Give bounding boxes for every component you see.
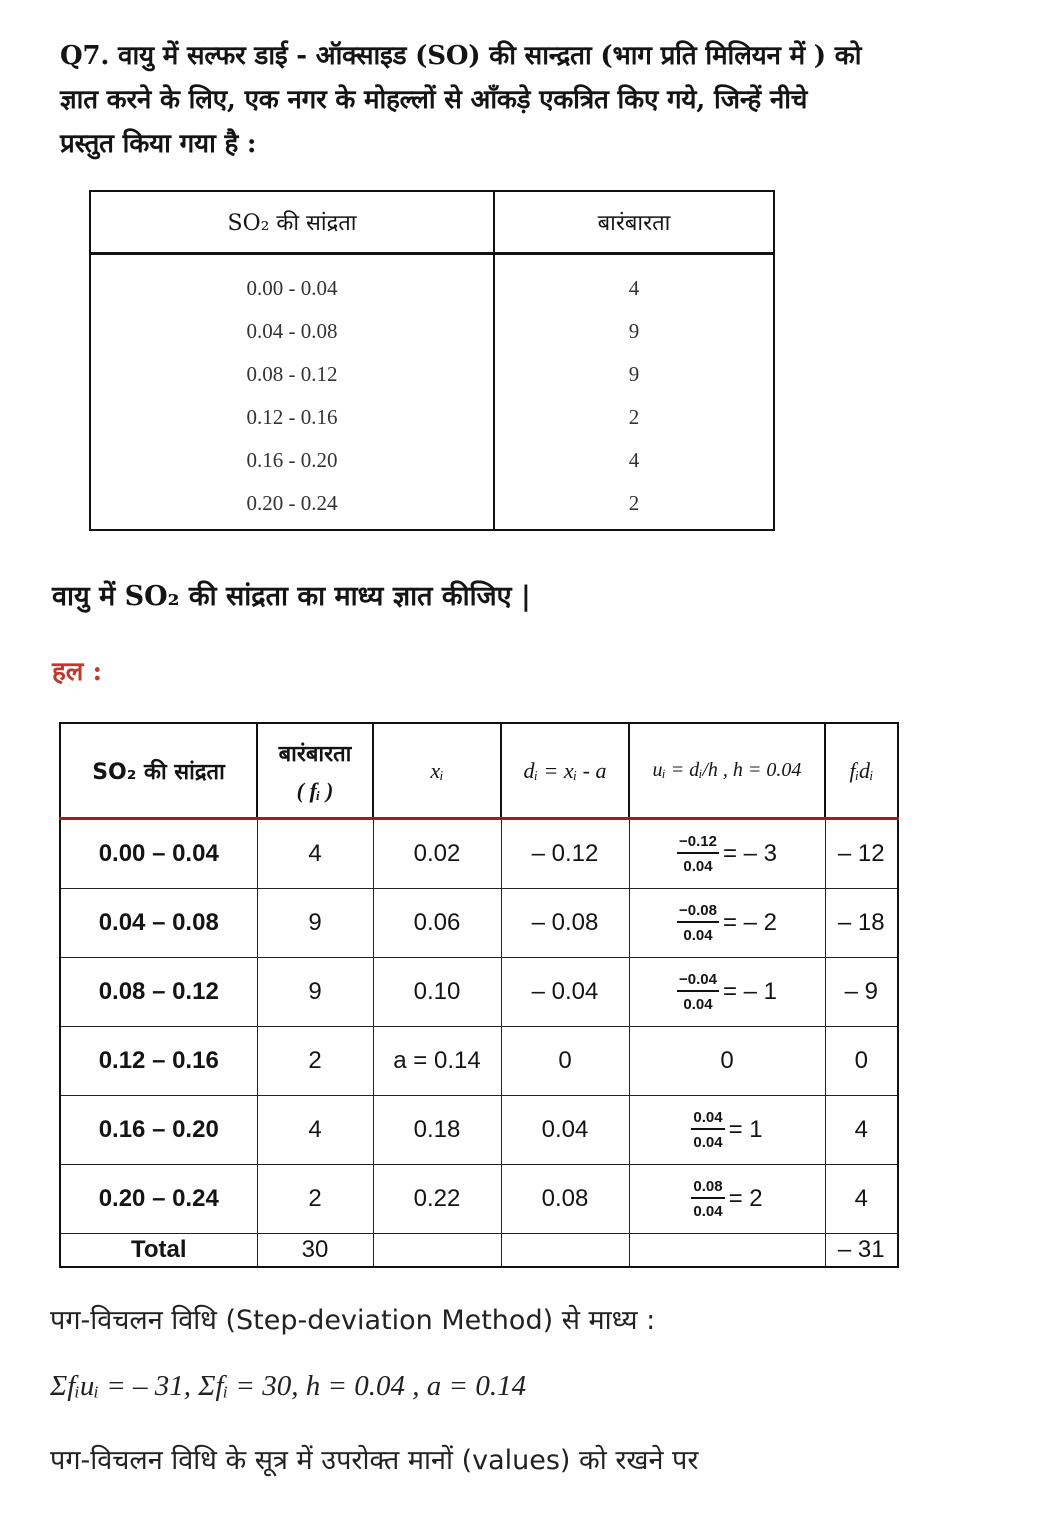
table-row [90, 254, 774, 311]
header-concentration: SO₂ की सांद्रता [90, 191, 494, 254]
fi-di: – 9 [825, 958, 898, 1027]
frequency: 9 [257, 958, 373, 1027]
total-row [60, 1234, 898, 1268]
header-ui: uᵢ = dᵢ/h , h = 0.04 [629, 723, 825, 819]
frequency: 4 [257, 819, 373, 889]
solution-table [59, 722, 899, 1268]
question-ask: वायु में SO₂ की सांद्रता का माध्य ज्ञात कीजिए | [52, 581, 531, 612]
deviation: 0 [501, 1027, 629, 1096]
solution-label: हल : [52, 657, 103, 687]
fraction [677, 971, 719, 1013]
fi-di: 4 [825, 1165, 898, 1234]
table-row [60, 819, 898, 889]
class-interval: 0.16 - 0.20 [90, 439, 494, 482]
table-row [60, 1165, 898, 1234]
question-line-3: प्रस्तुत किया गया है : [60, 129, 257, 159]
step-deviation [629, 958, 825, 1027]
class-mark: 0.02 [373, 819, 501, 889]
total-frequency: 30 [257, 1234, 373, 1268]
fi-di: – 18 [825, 889, 898, 958]
sums-line: Σfᵢuᵢ = – 31, Σfᵢ = 30, h = 0.04 , a = 0.14 [50, 1370, 527, 1402]
class-mark: 0.22 [373, 1165, 501, 1234]
header-fidi: fᵢdᵢ [825, 723, 898, 819]
step-deviation [629, 1165, 825, 1234]
table-row [90, 310, 774, 353]
step-deviation-result: = – 2 [722, 909, 777, 936]
frequency: 2 [494, 396, 774, 439]
numerator: 0.04 [691, 1109, 724, 1130]
total-fi-di: – 31 [825, 1234, 898, 1268]
class-interval: 0.00 - 0.04 [90, 254, 494, 311]
given-data-table [89, 190, 775, 531]
step-deviation [629, 889, 825, 958]
step-deviation-result: = 1 [728, 1116, 763, 1143]
header-frequency: बारंबारता [494, 191, 774, 254]
step-deviation-result: = – 1 [722, 978, 777, 1005]
empty-cell [373, 1234, 501, 1268]
frequency: 2 [257, 1165, 373, 1234]
table-row [90, 396, 774, 439]
class-mark: 0.06 [373, 889, 501, 958]
step-deviation-result: = – 3 [722, 840, 777, 867]
class-interval: 0.12 - 0.16 [90, 396, 494, 439]
table-row [60, 958, 898, 1027]
last-line: पग-विचलन विधि के सूत्र में उपरोक्त मानों (values) को रखने पर [50, 1445, 699, 1476]
fraction [677, 833, 719, 875]
denominator: 0.04 [683, 927, 713, 944]
frequency: 9 [494, 353, 774, 396]
fraction [691, 1109, 724, 1151]
numerator: −0.12 [677, 833, 719, 854]
deviation: – 0.08 [501, 889, 629, 958]
class-interval: 0.08 - 0.12 [90, 353, 494, 396]
class-interval: 0.00 – 0.04 [60, 819, 257, 889]
step-deviation-result: = 2 [728, 1185, 763, 1212]
table-row [90, 482, 774, 530]
total-label: Total [60, 1234, 257, 1268]
denominator: 0.04 [683, 858, 713, 875]
header-xi: xᵢ [373, 723, 501, 819]
table-row [60, 1027, 898, 1096]
deviation: 0.08 [501, 1165, 629, 1234]
frequency: 4 [257, 1096, 373, 1165]
header-frequency-symbol: ( fᵢ ) [296, 777, 334, 803]
table-row [90, 439, 774, 482]
fi-di: 0 [825, 1027, 898, 1096]
deviation: – 0.12 [501, 819, 629, 889]
fi-di: – 12 [825, 819, 898, 889]
class-interval: 0.04 - 0.08 [90, 310, 494, 353]
step-deviation: 0 [629, 1027, 825, 1096]
numerator: 0.08 [691, 1178, 724, 1199]
denominator: 0.04 [683, 996, 713, 1013]
frequency: 9 [494, 310, 774, 353]
class-interval: 0.20 – 0.24 [60, 1165, 257, 1234]
table-row [90, 353, 774, 396]
class-interval: 0.12 – 0.16 [60, 1027, 257, 1096]
question-line-2: ज्ञात करने के लिए, एक नगर के मोहल्लों से आँकड़े एकत्रित किए गये, जिन्हें नीचे [60, 85, 808, 115]
question-line-1: Q7. वायु में सल्फर डाई - ऑक्साइड (SO) की सान्द्रता (भाग प्रति मिलियन में ) को [60, 41, 862, 71]
header-frequency-label: बारंबारता [278, 741, 352, 767]
table-row [60, 1096, 898, 1165]
class-mark: 0.18 [373, 1096, 501, 1165]
frequency: 4 [494, 254, 774, 311]
class-interval: 0.08 – 0.12 [60, 958, 257, 1027]
class-interval: 0.04 – 0.08 [60, 889, 257, 958]
class-interval: 0.20 - 0.24 [90, 482, 494, 530]
empty-cell [629, 1234, 825, 1268]
fi-di: 4 [825, 1096, 898, 1165]
step-deviation [629, 1096, 825, 1165]
table-row [60, 889, 898, 958]
numerator: −0.04 [677, 971, 719, 992]
deviation: 0.04 [501, 1096, 629, 1165]
step-deviation [629, 819, 825, 889]
class-mark: 0.10 [373, 958, 501, 1027]
denominator: 0.04 [693, 1134, 723, 1151]
frequency: 2 [257, 1027, 373, 1096]
method-line: पग-विचलन विधि (Step-deviation Method) से माध्य : [50, 1305, 656, 1336]
frequency: 2 [494, 482, 774, 530]
header-di: dᵢ = xᵢ - a [501, 723, 629, 819]
denominator: 0.04 [693, 1203, 723, 1220]
numerator: −0.08 [677, 902, 719, 923]
class-interval: 0.16 – 0.20 [60, 1096, 257, 1165]
header-concentration: SO₂ की सांद्रता [60, 723, 257, 819]
deviation: – 0.04 [501, 958, 629, 1027]
fraction [691, 1178, 724, 1220]
empty-cell [501, 1234, 629, 1268]
frequency: 9 [257, 889, 373, 958]
fraction [677, 902, 719, 944]
frequency: 4 [494, 439, 774, 482]
header-frequency [257, 723, 373, 819]
class-mark: a = 0.14 [373, 1027, 501, 1096]
